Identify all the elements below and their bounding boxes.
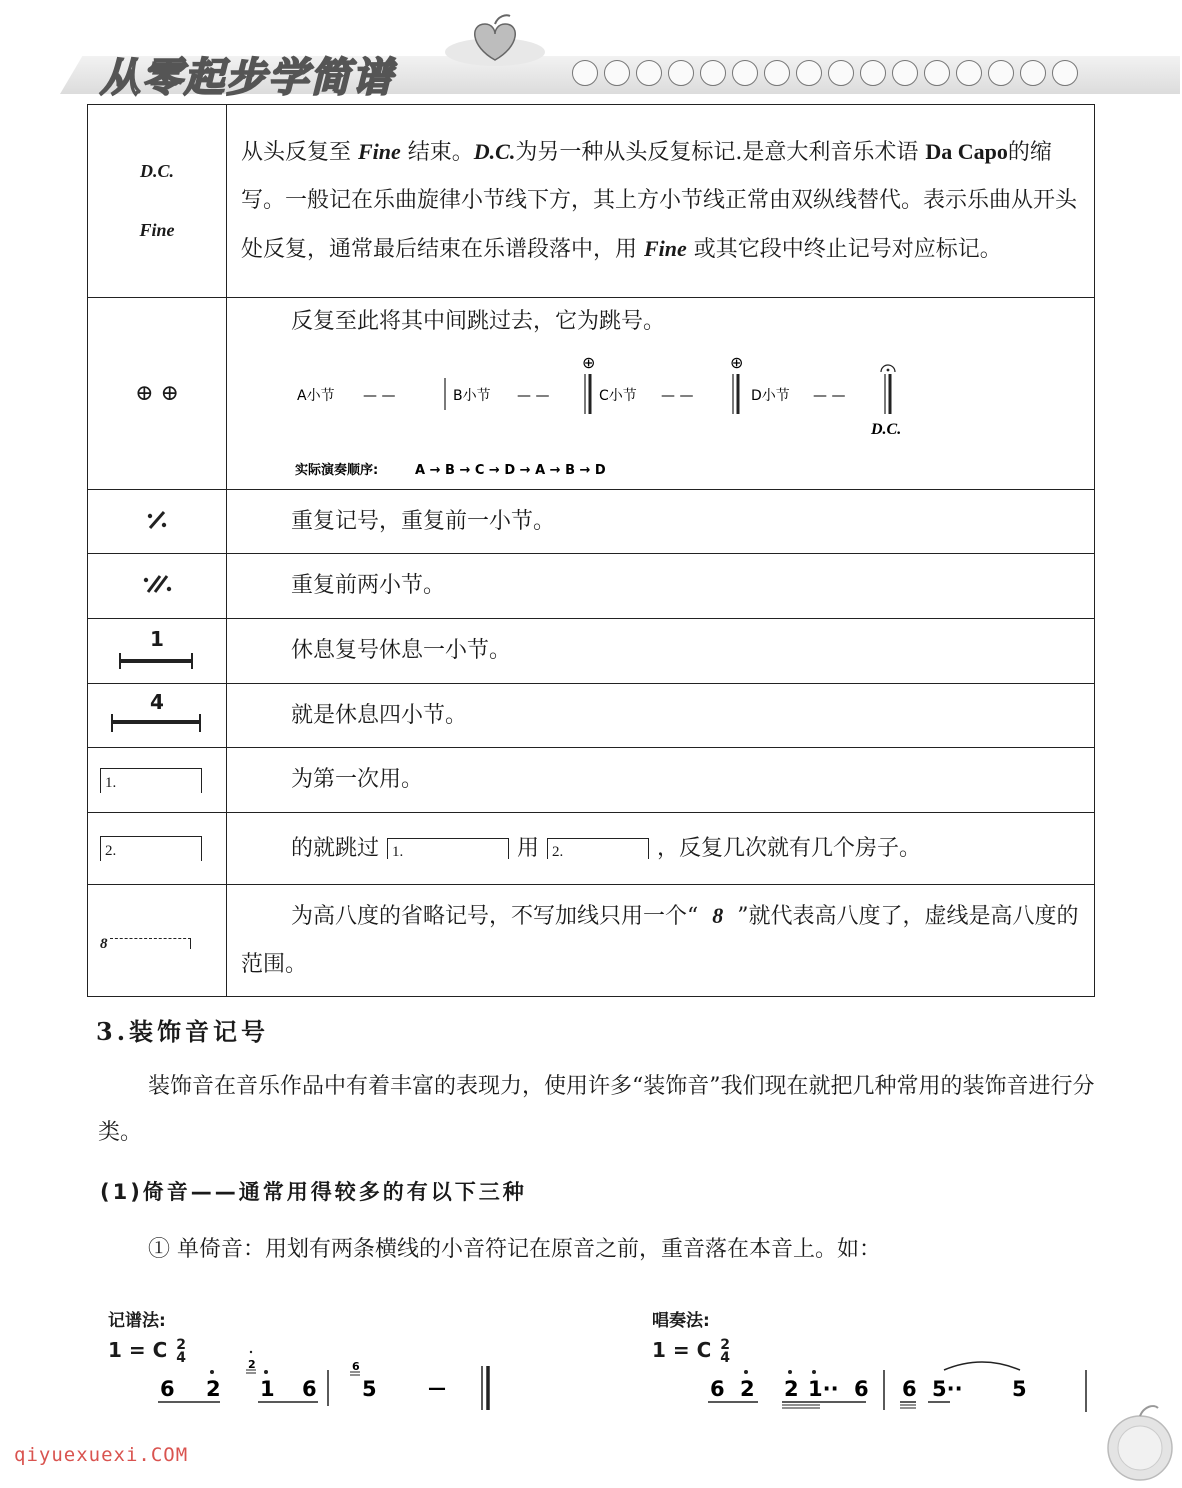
score-notation-left bbox=[150, 1340, 510, 1420]
desc-cell-repeat-one bbox=[227, 490, 1095, 554]
score-notation-right bbox=[700, 1340, 1100, 1420]
desc-text: 重复前两小节。 bbox=[291, 573, 446, 598]
note: 2 bbox=[206, 1377, 221, 1401]
time-bottom: 4 bbox=[720, 1349, 730, 1366]
fine-term: Fine bbox=[358, 139, 401, 164]
time-top: 2 bbox=[720, 1336, 730, 1353]
table-row bbox=[88, 619, 1095, 684]
subsection-title: (1)倚音——通常用得较多的有以下三种 bbox=[100, 1180, 527, 1204]
symbol-cell-coda bbox=[88, 298, 227, 490]
grace-note: 6 bbox=[352, 1360, 360, 1373]
desc-text: 为高八度的省略记号，不写加线只用一个“ bbox=[291, 904, 699, 929]
table-row bbox=[88, 748, 1095, 813]
desc-text: 为第一次用。 bbox=[291, 767, 424, 792]
desc-text: 结束。 bbox=[400, 140, 474, 165]
measure-label: B小节 bbox=[453, 388, 491, 404]
note: 6 bbox=[854, 1377, 869, 1401]
svg-text:⊕: ⊕ bbox=[730, 353, 744, 372]
measure-label: D小节 bbox=[751, 388, 790, 404]
performance-label: 唱奏法: bbox=[652, 1311, 710, 1331]
notation-table bbox=[87, 104, 1095, 997]
header-circle bbox=[956, 60, 982, 86]
tie-icon bbox=[944, 1362, 1020, 1370]
header-circle bbox=[988, 60, 1014, 86]
svg-text:— —: — — bbox=[813, 388, 846, 404]
dc-symbol: D.C. bbox=[139, 161, 174, 181]
symbol-cell-repeat-one bbox=[88, 490, 227, 554]
section-title: 3.装饰音记号 bbox=[96, 1017, 270, 1046]
note: 5·· bbox=[932, 1377, 963, 1401]
note: 6 bbox=[710, 1377, 725, 1401]
grace-note: 2 bbox=[248, 1358, 256, 1371]
header-circle bbox=[1052, 60, 1078, 86]
second-ending-bracket: 2. bbox=[547, 838, 649, 859]
measure-label: C小节 bbox=[599, 388, 637, 404]
symbol-cell-ottava bbox=[88, 885, 227, 997]
header-circle bbox=[860, 60, 886, 86]
table-row bbox=[88, 490, 1095, 554]
fine-term: Fine bbox=[644, 236, 687, 261]
header-circle bbox=[924, 60, 950, 86]
desc-text: 的就跳过 bbox=[291, 835, 380, 861]
desc-cell-ottava bbox=[227, 885, 1095, 997]
first-ending-bracket: 1. bbox=[100, 768, 202, 793]
dc-mark: D.C. bbox=[871, 421, 902, 438]
desc-cell-volta-one bbox=[227, 748, 1095, 813]
multi-rest-four-icon bbox=[111, 689, 203, 738]
dc-term: D.C. bbox=[473, 139, 516, 164]
notation-label: 记谱法: bbox=[108, 1311, 166, 1331]
symbol-cell-repeat-two bbox=[88, 554, 227, 619]
desc-text: 为另一种从头反复标记.是意大利音乐术语 bbox=[515, 140, 926, 165]
order-label: 实际演奏顺序: bbox=[295, 463, 379, 478]
note: 1 bbox=[260, 1377, 275, 1401]
fine-symbol: Fine bbox=[139, 220, 175, 240]
ottava-8: 8 bbox=[100, 936, 108, 952]
header-circle bbox=[764, 60, 790, 86]
header-circle bbox=[636, 60, 662, 86]
header-circle bbox=[604, 60, 630, 86]
rest-count: 1 bbox=[150, 627, 164, 651]
header-circle bbox=[732, 60, 758, 86]
second-ending-bracket: 2. bbox=[100, 836, 202, 861]
desc-text: ，反复几次就有几个房子。 bbox=[657, 835, 922, 861]
desc-cell-dc-fine bbox=[227, 105, 1095, 298]
note: 6 bbox=[160, 1377, 175, 1401]
table-row bbox=[88, 813, 1095, 885]
note: 5 bbox=[1012, 1377, 1027, 1401]
site-watermark: qiyuexuexi.COM bbox=[14, 1444, 189, 1466]
desc-text: 休息复号休息一小节。 bbox=[291, 638, 512, 663]
skip-diagram bbox=[227, 298, 1107, 490]
desc-text: 的缩写。一般记在乐曲旋律小节线下方，其上方小节线正常由双纵线替代。表示乐曲从开头处反复，通常最后结束在乐谱段落中，用 bbox=[241, 140, 1078, 262]
ottava-icon bbox=[100, 936, 225, 953]
header-circle-row bbox=[572, 60, 1078, 88]
table-row bbox=[88, 684, 1095, 748]
ottava-8-inline: 8 bbox=[712, 903, 724, 928]
desc-cell-volta-two bbox=[227, 813, 1095, 885]
time-bottom: 4 bbox=[176, 1349, 186, 1366]
symbol-cell-volta-two bbox=[88, 813, 227, 885]
coda-icon: ⊕ ⊕ bbox=[135, 381, 179, 406]
symbol-cell-rest-one bbox=[88, 619, 227, 684]
header-circle bbox=[892, 60, 918, 86]
note: 2 bbox=[784, 1377, 799, 1401]
table-row bbox=[88, 885, 1095, 997]
header-circle bbox=[1020, 60, 1046, 86]
svg-text:— —: — — bbox=[661, 388, 694, 404]
list-item: ① 单倚音：用划有两条横线的小音符记在原音之前，重音落在本音上。如： bbox=[148, 1237, 881, 1262]
table-row bbox=[88, 105, 1095, 298]
table-row bbox=[88, 298, 1095, 490]
desc-cell-repeat-two bbox=[227, 554, 1095, 619]
table-row bbox=[88, 554, 1095, 619]
svg-text:⊕: ⊕ bbox=[582, 353, 596, 372]
desc-text: 就是休息四小节。 bbox=[291, 702, 468, 728]
da-capo-term: Da Capo bbox=[925, 139, 1008, 164]
note: 5 bbox=[362, 1377, 377, 1401]
desc-text: 反复至此将其中间跳过去，它为跳号。 bbox=[291, 309, 666, 334]
svg-text:— —: — — bbox=[517, 388, 550, 404]
desc-cell-coda bbox=[227, 298, 1095, 490]
page-header bbox=[0, 0, 1182, 100]
note: 1·· bbox=[808, 1377, 839, 1401]
desc-text: 从头反复至 bbox=[241, 140, 358, 165]
note-dash: — bbox=[428, 1378, 446, 1399]
desc-text: 用 bbox=[517, 835, 540, 861]
header-circle bbox=[700, 60, 726, 86]
measure-label: A小节 bbox=[297, 388, 335, 404]
header-circle bbox=[796, 60, 822, 86]
key-text: 1 = C bbox=[652, 1338, 712, 1362]
note: 6 bbox=[302, 1377, 317, 1401]
repeat-one-bar-icon bbox=[142, 508, 172, 532]
svg-text:— —: — — bbox=[363, 388, 396, 404]
header-circle bbox=[828, 60, 854, 86]
time-top: 2 bbox=[176, 1336, 186, 1353]
apple-corner-icon bbox=[1094, 1396, 1180, 1486]
symbol-cell-rest-four bbox=[88, 684, 227, 748]
desc-text: 重复记号，重复前一小节。 bbox=[291, 508, 556, 534]
symbol-cell-dc-fine bbox=[88, 105, 227, 298]
key-text: 1 = C bbox=[108, 1338, 168, 1362]
desc-text: ”就代表高八度了，虚线是高八度的范围。 bbox=[241, 904, 1079, 977]
multi-rest-one-icon bbox=[119, 629, 195, 673]
rest-count: 4 bbox=[150, 689, 164, 714]
note: 6 bbox=[902, 1377, 917, 1401]
desc-cell-rest-four bbox=[227, 684, 1095, 748]
first-ending-bracket: 1. bbox=[387, 838, 509, 859]
desc-cell-rest-one bbox=[227, 619, 1095, 684]
desc-text: 或其它段中终止记号对应标记。 bbox=[686, 237, 1002, 262]
header-circle bbox=[668, 60, 694, 86]
note: 2 bbox=[740, 1377, 755, 1401]
section-intro: 装饰音在音乐作品中有着丰富的表现力，使用许多“装饰音”我们现在就把几种常用的装饰音进行分类。 bbox=[98, 1074, 1095, 1145]
order-value: A → B → C → D → A → B → D bbox=[415, 463, 606, 478]
header-brand: 从零起步学简谱 bbox=[100, 55, 394, 101]
header-circle bbox=[572, 60, 598, 86]
repeat-two-bars-icon bbox=[140, 572, 174, 596]
apple-heart-icon bbox=[440, 10, 550, 70]
symbol-cell-volta-one bbox=[88, 748, 227, 813]
